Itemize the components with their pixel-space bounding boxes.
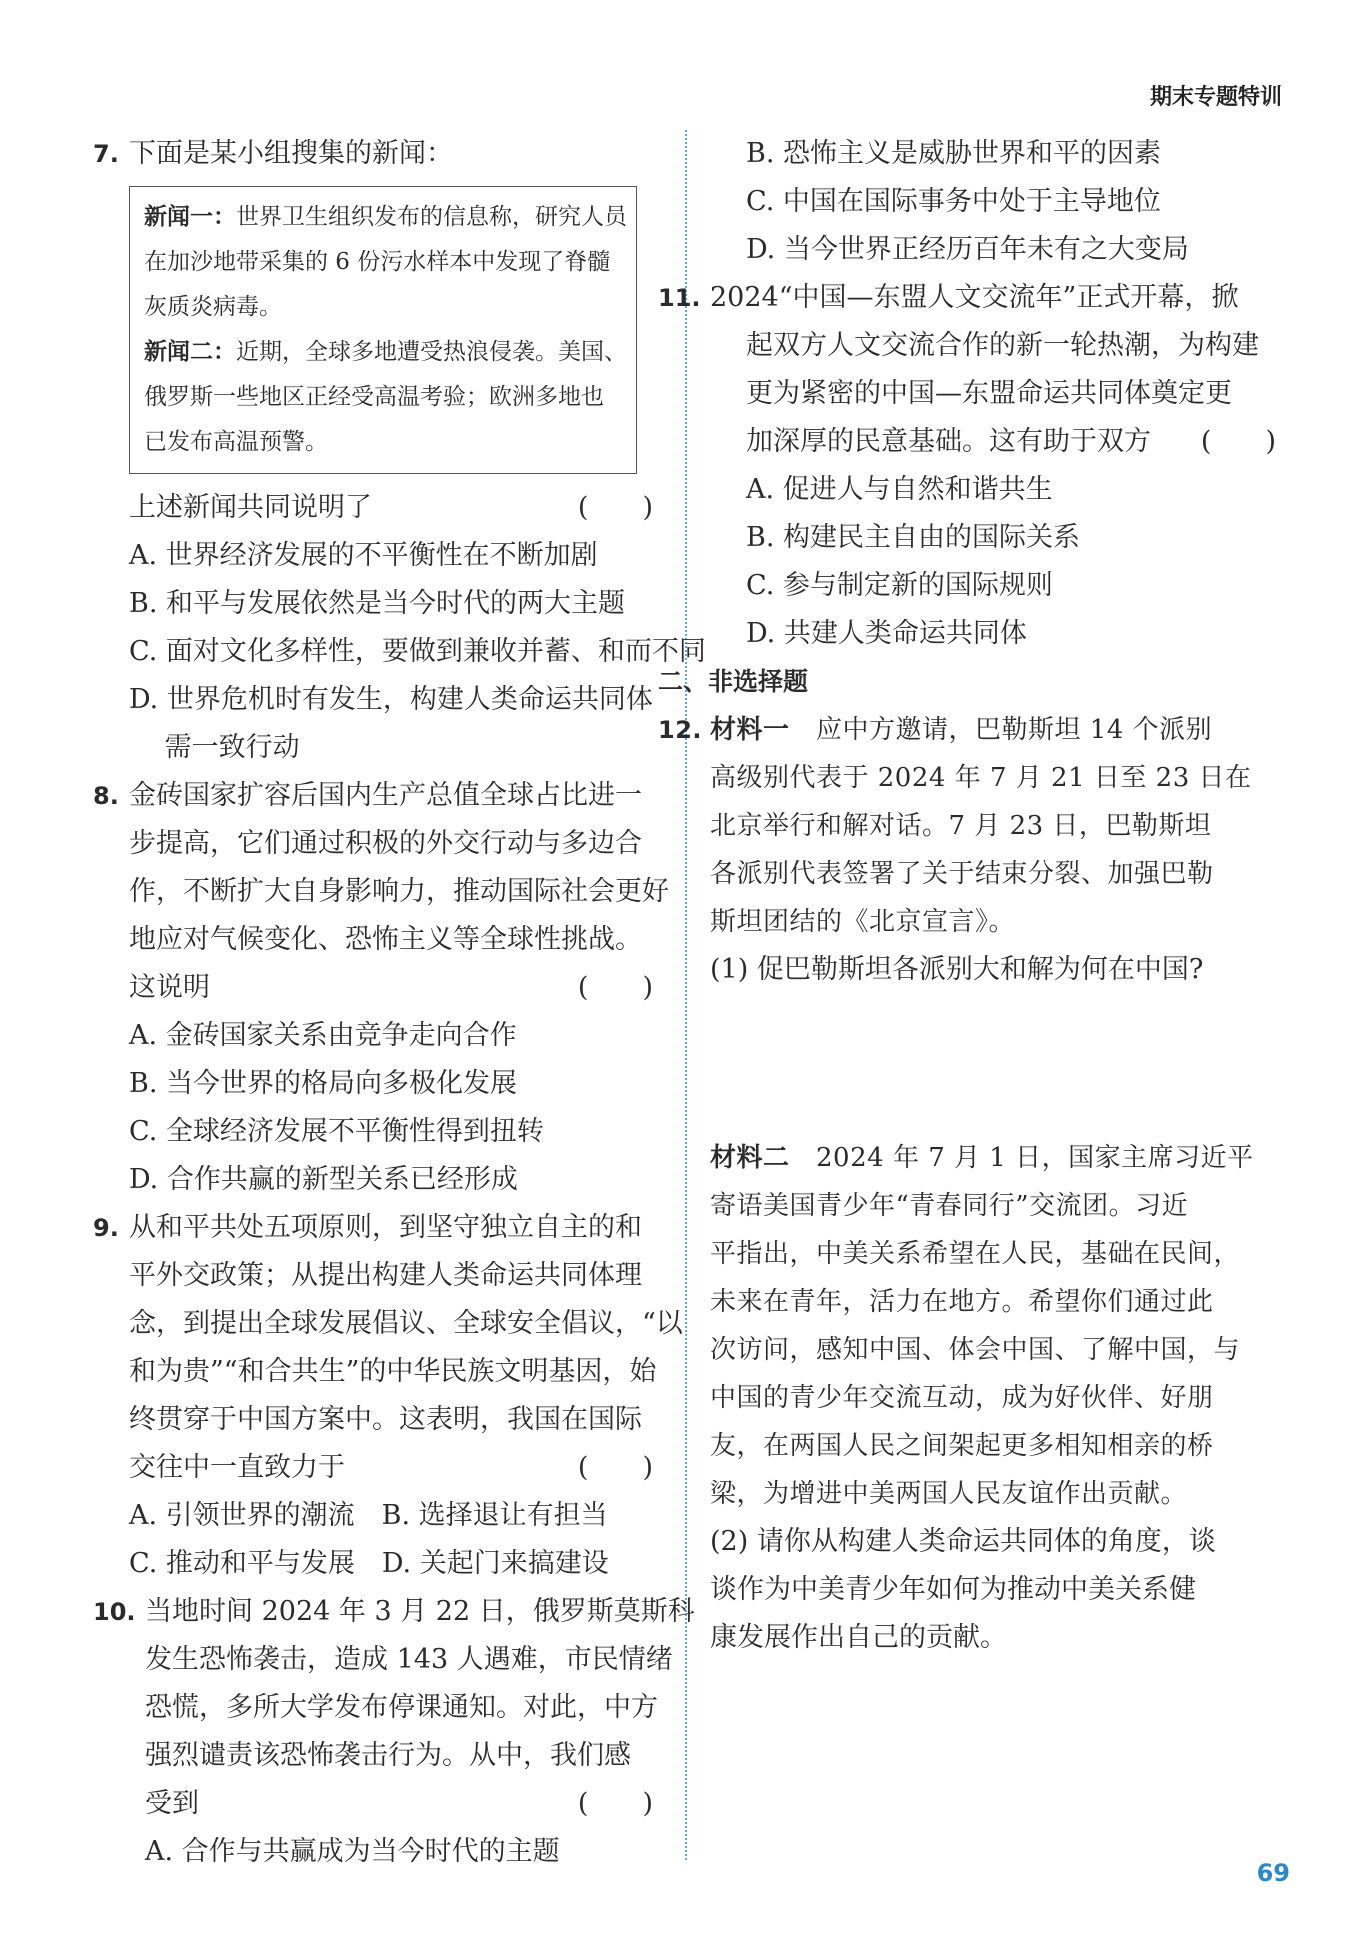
sub-question-1: (1) 促巴勒斯坦各派别大和解为何在中国? (710, 954, 1204, 985)
question-8-line: 这说明 ( ) (93, 964, 653, 1012)
option-d: D. 共建人类命运共同体 (746, 618, 1027, 649)
page-header: 期末专题特训 (1149, 85, 1282, 110)
option-b: B. 构建民主自由的国际关系 (746, 522, 1081, 553)
option-cd: C. 推动和平与发展 D. 关起门来搞建设 (129, 1548, 609, 1579)
option-d: D. 世界危机时有发生，构建人类命运共同体 (129, 684, 653, 715)
question-10-line: 发生恐怖袭击，造成 143 人遇难，市民情绪 (145, 1644, 673, 1675)
question-9-stem: 9. 从和平共处五项原则，到坚守独立自主的和 (93, 1212, 642, 1243)
question-8-stem: 8. 金砖国家扩容后国内生产总值全球占比进一 (93, 780, 642, 811)
right-column (658, 130, 1290, 1662)
answer-paren: ( ) (577, 1788, 653, 1819)
question-8-line: 地应对气候变化、恐怖主义等全球性挑战。 (129, 924, 642, 955)
answer-space (710, 994, 1290, 1134)
material-1-line: 斯坦团结的《北京宣言》。 (710, 907, 1016, 937)
news-line: 已发布高温预警。 (144, 429, 328, 455)
option-c: C. 面对文化多样性，要做到兼收并蓄、和而不同 (129, 636, 706, 667)
question-11-line: 更为紧密的中国—东盟命运共同体奠定更 (746, 378, 1232, 409)
question-8-line: 步提高，它们通过积极的外交行动与多边合 (129, 828, 642, 859)
material-2-line: 寄语美国青少年“青春同行”交流团。习近 (710, 1191, 1189, 1221)
question-11-line: 加深厚的民意基础。这有助于双方 ( ) (710, 418, 1290, 466)
option-ab: A. 引领世界的潮流 B. 选择退让有担当 (129, 1500, 608, 1531)
question-9-line: 念，到提出全球发展倡议、全球安全倡议，“以 (129, 1308, 683, 1339)
question-10-line: 受到 ( ) (93, 1780, 653, 1828)
option-b: B. 当今世界的格局向多极化发展 (129, 1068, 518, 1099)
answer-paren: ( ) (577, 972, 653, 1003)
option-d: D. 当今世界正经历百年未有之大变局 (746, 234, 1189, 265)
question-9-line: 平外交政策；从提出构建人类命运共同体理 (129, 1260, 642, 1291)
option-c: C. 全球经济发展不平衡性得到扭转 (129, 1116, 544, 1147)
question-11-stem: 11. 2024“中国—东盟人文交流年”正式开幕，掀 (658, 282, 1239, 313)
question-9-line: 和为贵”“和合共生”的中华民族文明基因，始 (129, 1356, 657, 1387)
question-9-line: 交往中一直致力于 ( ) (93, 1444, 653, 1492)
question-7-stem: 7. 下面是某小组搜集的新闻： (93, 130, 653, 178)
news-line: 俄罗斯一些地区正经受高温考验；欧洲多地也 (144, 384, 604, 410)
material-2-line: 未来在青年，活力在地方。希望你们通过此 (710, 1287, 1214, 1317)
sub-question-2-line: 康发展作出自己的贡献。 (710, 1622, 1007, 1653)
page-number: 69 (1256, 1859, 1290, 1887)
material-1-label: 材料一 (710, 715, 790, 745)
material-2-line: 平指出，中美关系希望在人民，基础在民间， (710, 1239, 1241, 1269)
option-a: A. 金砖国家关系由竞争走向合作 (129, 1020, 517, 1051)
section-heading: 二、非选择题 (658, 667, 809, 696)
question-10-line: 恐慌，多所大学发布停课通知。对此，中方 (145, 1692, 658, 1723)
question-11-line: 起双方人文交流合作的新一轮热潮，为构建 (746, 330, 1259, 361)
option-b: B. 和平与发展依然是当今时代的两大主题 (129, 588, 626, 619)
option-d: D. 合作共赢的新型关系已经形成 (129, 1164, 518, 1195)
answer-paren: ( ) (577, 1452, 653, 1483)
sub-question-2-line: 谈作为中美青少年如何为推动中美关系健 (710, 1574, 1196, 1605)
news-box (129, 186, 637, 474)
material-2-first: 材料二 2024 年 7 月 1 日，国家主席习近平 (710, 1143, 1254, 1173)
news-line: 新闻二：近期，全球多地遭受热浪侵袭。美国、 (144, 339, 627, 365)
option-a: A. 促进人与自然和谐共生 (746, 474, 1053, 505)
left-column (93, 130, 706, 1876)
question-7-prompt: 上述新闻共同说明了 ( ) (93, 484, 653, 532)
option-c: C. 参与制定新的国际规则 (746, 570, 1053, 601)
material-2-line: 梁，为增进中美两国人民友谊作出贡献。 (710, 1479, 1188, 1509)
news-line: 灰质炎病毒。 (144, 294, 282, 320)
question-12-stem: 12. 材料一 应中方邀请，巴勒斯坦 14 个派别 (658, 715, 1213, 745)
question-10-stem: 10. 当地时间 2024 年 3 月 22 日，俄罗斯莫斯科 (93, 1596, 695, 1627)
material-2-line: 次访问，感知中国、体会中国、了解中国，与 (710, 1335, 1241, 1365)
material-2-line: 友，在两国人民之间架起更多相知相亲的桥 (710, 1431, 1214, 1461)
sub-question-2: (2) 请你从构建人类命运共同体的角度，谈 (710, 1526, 1216, 1557)
material-2-label: 材料二 (710, 1143, 790, 1173)
option-c: C. 中国在国际事务中处于主导地位 (746, 186, 1161, 217)
material-1-line: 各派别代表签署了关于结束分裂、加强巴勒 (710, 859, 1214, 889)
news-line: 在加沙地带采集的 6 份污水样本中发现了脊髓 (144, 249, 611, 275)
material-1-line: 北京举行和解对话。7 月 23 日，巴勒斯坦 (710, 811, 1212, 841)
option-a: A. 世界经济发展的不平衡性在不断加剧 (129, 540, 598, 571)
news-line: 新闻一：世界卫生组织发布的信息称，研究人员 (144, 204, 627, 230)
answer-paren: ( ) (1200, 426, 1276, 457)
material-1-line: 高级别代表于 2024 年 7 月 21 日至 23 日在 (710, 763, 1252, 793)
question-9-line: 终贯穿于中国方案中。这表明，我国在国际 (129, 1404, 642, 1435)
option-a: A. 合作与共赢成为当今时代的主题 (145, 1836, 560, 1867)
question-number: 7. (93, 140, 119, 168)
material-2-line: 中国的青少年交流互动，成为好伙伴、好朋 (710, 1383, 1214, 1413)
option-d-cont: 需一致行动 (129, 732, 300, 763)
option-b: B. 恐怖主义是威胁世界和平的因素 (746, 138, 1162, 169)
question-10-line: 强烈谴责该恐怖袭击行为。从中，我们感 (145, 1740, 631, 1771)
question-8-line: 作，不断扩大自身影响力，推动国际社会更好 (129, 876, 669, 907)
answer-paren: ( ) (577, 492, 653, 523)
